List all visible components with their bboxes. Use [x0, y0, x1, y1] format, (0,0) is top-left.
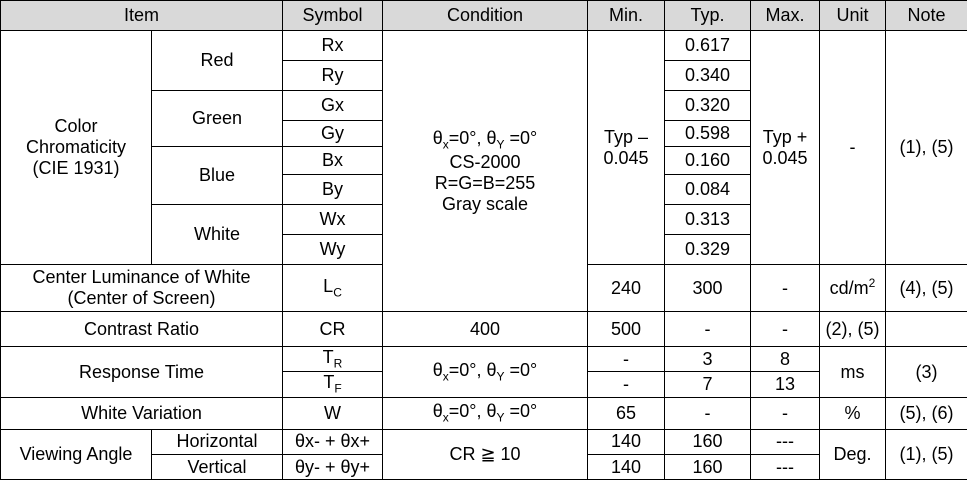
symbol-cell: Ry [283, 61, 383, 91]
chromaticity-condition [383, 31, 588, 312]
viewing-angle-vertical-label: Vertical [152, 454, 283, 479]
viewing-angle-unit: Deg. [820, 429, 886, 479]
condition-rgb: R=G=B=255 [434, 172, 536, 193]
response-fall-typ: 7 [665, 372, 751, 397]
table-row [1, 31, 967, 61]
symbol-cell: Gy [283, 121, 383, 147]
viewing-angle-note: (1), (5) [886, 429, 967, 479]
header-condition: Condition [383, 1, 588, 31]
viewing-angle-vertical-max: --- [751, 454, 820, 479]
symbol-cell: Bx [283, 147, 383, 175]
condition-pattern: Gray scale [442, 193, 529, 214]
response-unit: ms [820, 347, 886, 398]
header-note: Note [886, 1, 967, 31]
response-fall-max: 13 [751, 372, 820, 397]
table-row [1, 347, 967, 372]
chromaticity-min [588, 31, 665, 265]
viewing-angle-horizontal-label: Horizontal [152, 429, 283, 454]
color-white: White [152, 205, 283, 265]
white-variation-unit: % [820, 397, 886, 429]
condition-instrument: CS-2000 [449, 152, 521, 173]
typ-cell: 0.598 [665, 121, 751, 147]
chromaticity-item-line: Chromaticity [25, 137, 127, 158]
typ-cell: 0.084 [665, 175, 751, 205]
response-item: Response Time [1, 347, 283, 398]
white-variation-note: (5), (6) [886, 397, 967, 429]
luminance-item-line: Center Luminance of White [32, 267, 251, 288]
viewing-angle-horizontal-min: 140 [588, 429, 665, 454]
symbol-cell: Wy [283, 235, 383, 265]
condition-angle: $\theta_x=0^\circ$, $\theta_Y =0^\circ$ [432, 127, 538, 152]
luminance-item [1, 265, 283, 312]
min-line: 0.045 [603, 147, 649, 168]
contrast-symbol: CR [283, 312, 383, 347]
symbol-cell: Gx [283, 91, 383, 121]
contrast-unit: - [751, 312, 820, 347]
chromaticity-unit: - [820, 31, 886, 265]
typ-cell: 0.340 [665, 61, 751, 91]
table-row [1, 312, 967, 347]
response-rise-max: 8 [751, 347, 820, 372]
viewing-angle-item: Viewing Angle [1, 429, 152, 479]
color-green: Green [152, 91, 283, 147]
response-condition: $\theta_x=0^\circ$, $\theta_Y =0^\circ$ [383, 347, 588, 398]
contrast-typ: 500 [588, 312, 665, 347]
response-rise-typ: 3 [665, 347, 751, 372]
table-row [1, 429, 967, 454]
typ-cell: 0.617 [665, 31, 751, 61]
white-variation-max: - [751, 397, 820, 429]
viewing-angle-horizontal-max: --- [751, 429, 820, 454]
luminance-symbol: $L_C$ [283, 265, 383, 312]
chromaticity-item [1, 31, 152, 265]
header-max: Max. [751, 1, 820, 31]
viewing-angle-vertical-typ: 160 [665, 454, 751, 479]
table-row [1, 397, 967, 429]
typ-cell: 0.320 [665, 91, 751, 121]
chromaticity-item-line: (CIE 1931) [32, 157, 120, 178]
chromaticity-item-line: Color [54, 116, 98, 137]
color-red: Red [152, 31, 283, 91]
luminance-min: 240 [588, 265, 665, 312]
chromaticity-note: (1), (5) [886, 31, 967, 265]
white-variation-typ: - [665, 397, 751, 429]
luminance-item-line: (Center of Screen) [67, 288, 216, 308]
white-variation-condition: $\theta_x=0^\circ$, $\theta_Y =0^\circ$ [383, 397, 588, 429]
contrast-note: (2), (5) [820, 312, 886, 347]
symbol-cell: Rx [283, 31, 383, 61]
response-fall-min: - [588, 372, 665, 397]
color-blue: Blue [152, 147, 283, 205]
min-line: Typ – [604, 126, 649, 147]
contrast-min: 400 [383, 312, 588, 347]
response-note: (3) [886, 347, 967, 398]
viewing-angle-horizontal-typ: 160 [665, 429, 751, 454]
luminance-unit: $cd/m^2$ [820, 265, 886, 312]
header-row [1, 1, 967, 31]
typ-cell: 0.329 [665, 235, 751, 265]
white-variation-symbol: W [283, 397, 383, 429]
max-line: 0.045 [762, 147, 808, 168]
luminance-max: - [751, 265, 820, 312]
response-fall-symbol: $T_F$ [283, 372, 383, 397]
header-symbol: Symbol [283, 1, 383, 31]
viewing-angle-condition: CR ≧ 10 [383, 429, 588, 479]
contrast-max: - [665, 312, 751, 347]
viewing-angle-horizontal-symbol: θx- + θx+ [283, 429, 383, 454]
max-line: Typ + [762, 126, 808, 147]
header-item: Item [1, 1, 283, 31]
luminance-typ: 300 [665, 265, 751, 312]
contrast-item: Contrast Ratio [1, 312, 283, 347]
luminance-note: (4), (5) [886, 265, 967, 312]
response-rise-symbol: $T_R$ [283, 347, 383, 372]
typ-cell: 0.313 [665, 205, 751, 235]
viewing-angle-vertical-min: 140 [588, 454, 665, 479]
symbol-cell: Wx [283, 205, 383, 235]
header-unit: Unit [820, 1, 886, 31]
typ-cell: 0.160 [665, 147, 751, 175]
viewing-angle-vertical-symbol: θy- + θy+ [283, 454, 383, 479]
symbol-cell: By [283, 175, 383, 205]
header-min: Min. [588, 1, 665, 31]
header-typ: Typ. [665, 1, 751, 31]
white-variation-min: 65 [588, 397, 665, 429]
response-rise-min: - [588, 347, 665, 372]
white-variation-item: White Variation [1, 397, 283, 429]
chromaticity-max [751, 31, 820, 265]
